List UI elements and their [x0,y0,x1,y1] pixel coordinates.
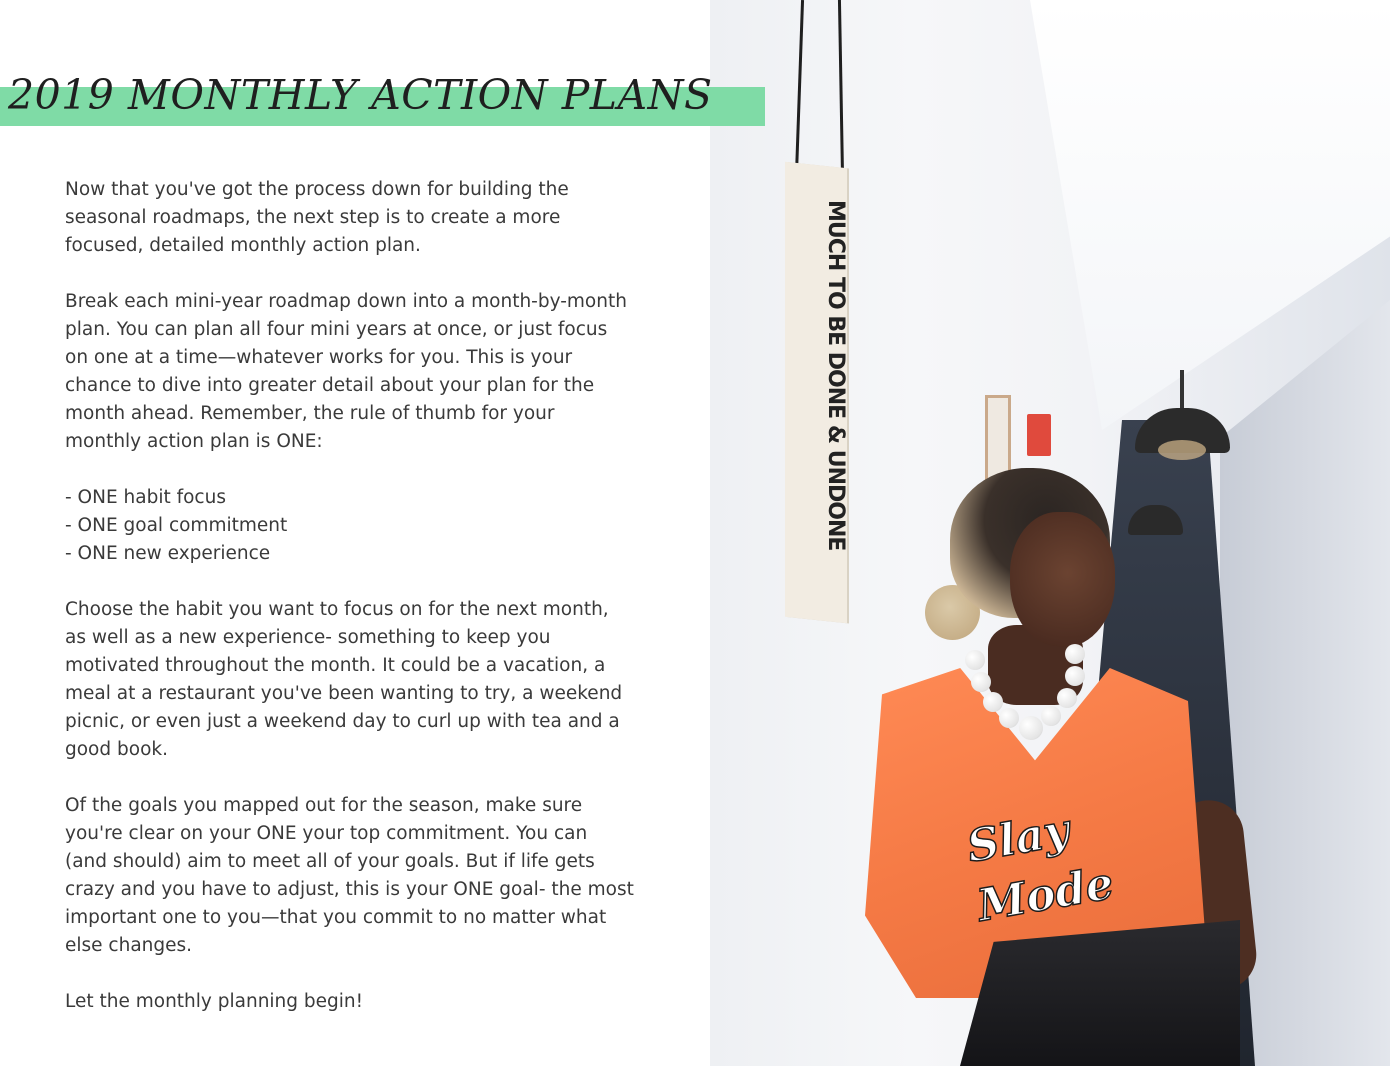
necklace-bead [1065,666,1085,686]
closing-paragraph: Let the monthly planning begin! [65,991,364,1012]
necklace-bead [999,708,1019,728]
necklace-bead [971,672,991,692]
goal-paragraph: Of the goals you mapped out for the season, make sure you're clear on your ONE your top commitment. You can (and should) aim to meet all of your goals. But if life gets crazy and you have to adjust, this is your ONE goal- the most important one to you—that you commit to no matter what else changes. [65,795,634,956]
habit-paragraph: Choose the habit you want to focus on for the next month, as well as a new experience- something to keep you motivated throughout the month. It could be a vacation, a meal at a restaurant you've been wanting to try, a weekend picnic, or even just a weekend day to curl up with tea and a good book. [65,599,623,760]
hallway-photo [710,0,1390,1066]
necklace-bead [1019,716,1043,740]
list-item: - ONE new experience [65,543,271,564]
one-list [65,484,635,568]
banner-text: MUCH TO BE DONE & UNDONE [823,200,848,551]
list-item: - ONE goal commitment [65,515,288,536]
necklace-bead [1057,688,1077,708]
person-skirt [960,920,1240,1066]
intro-paragraph: Now that you've got the process down for building the seasonal roadmaps, the next step is to create a more focused, detailed monthly action plan. [65,179,569,256]
page-title: 2019 MONTHLY ACTION PLANS [8,71,713,119]
banner-string [795,0,804,175]
shirt-print: Slay Mode [963,804,1118,932]
necklace-bead [965,650,985,670]
necklace-bead [1041,706,1061,726]
person-face [1010,512,1115,647]
necklace-bead [1065,644,1085,664]
exit-sign [1027,414,1051,456]
necklace-bead [983,692,1003,712]
lamp-glow [1158,440,1206,460]
list-item: - ONE habit focus [65,487,226,508]
lamp-rod [1180,370,1184,410]
body-text [65,176,635,1044]
roadmap-paragraph: Break each mini-year roadmap down into a month-by-month plan. You can plan all four mini years at once, or just focus on one at a time—whatever works for you. This is your chance to dive into greater detail about your plan for the month ahead. Remember, the rule of thumb for your monthly action plan is ONE: [65,291,627,452]
